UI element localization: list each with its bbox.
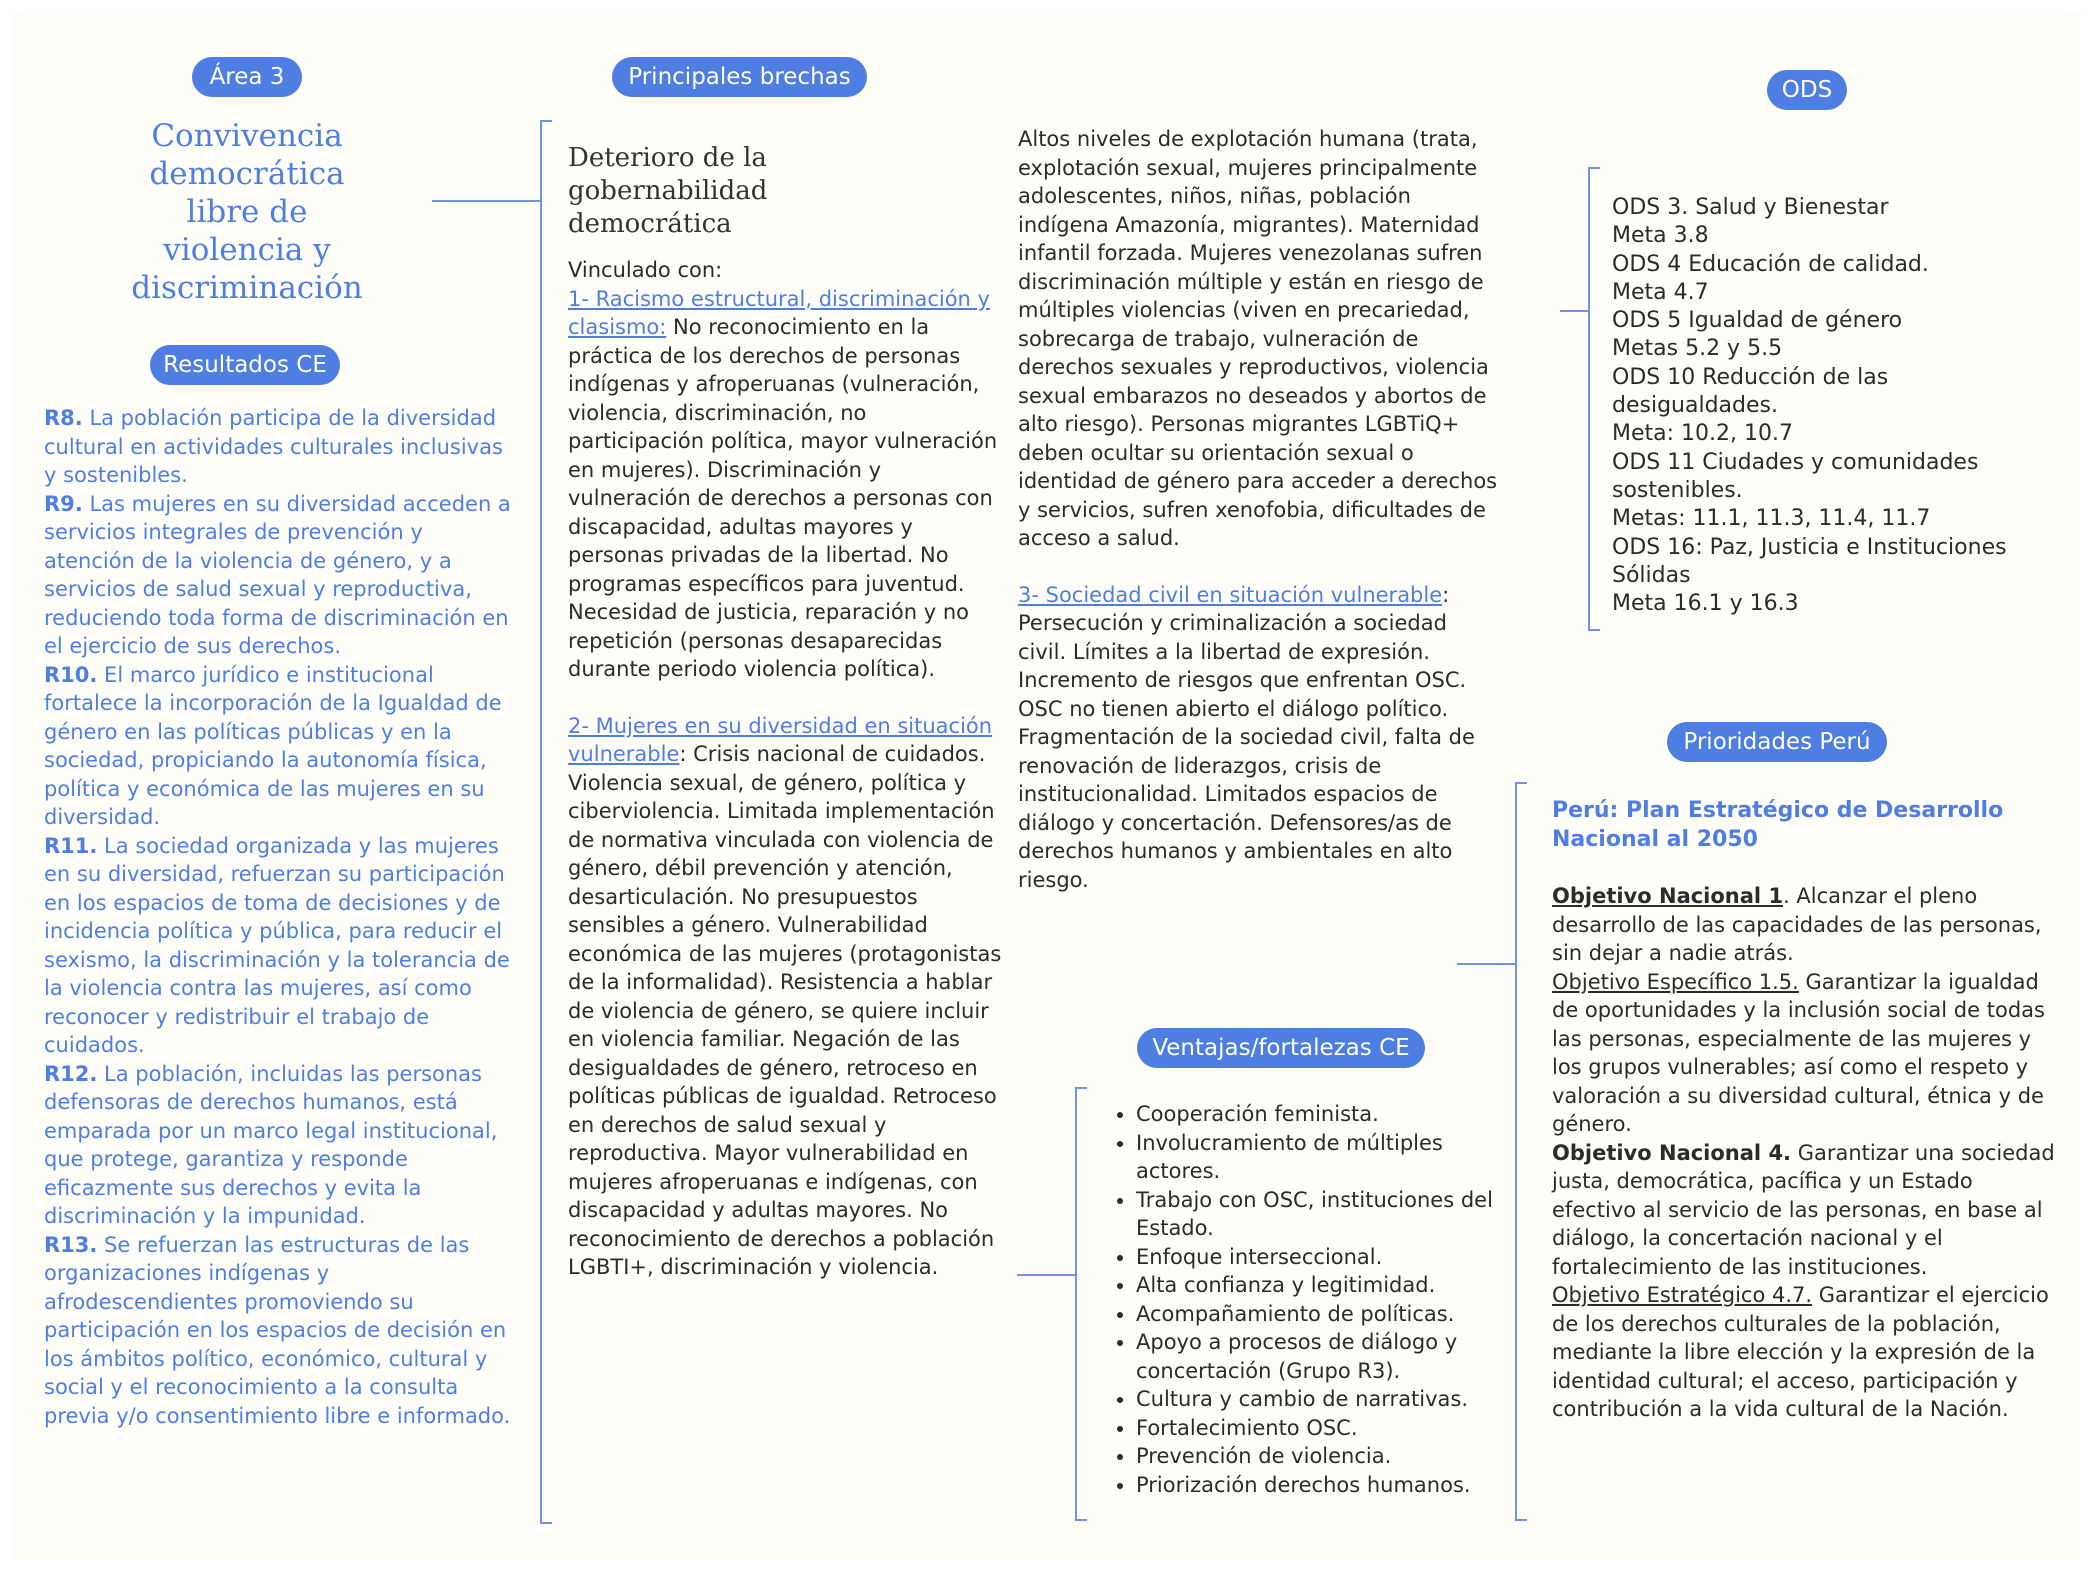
resultado-code: R11. (44, 833, 98, 858)
ods-line: Meta 4.7 (1612, 279, 1709, 305)
connector-ventajas (1017, 1274, 1077, 1276)
resultado-text: La sociedad organizada y las mujeres en su diversidad, refuerzan su participación en los espacios de toma de decisiones y de incidencia política y pública, para reducir el sexismo, la discriminación y la tolerancia de la violencia contra las mujeres, así como reconocer y redistribuir el trabajo de cuidados. (44, 833, 510, 1057)
brecha-1-link[interactable]: 1- Racismo estructural, discriminación y clasismo: (568, 286, 990, 339)
ods-line: ODS 3. Salud y Bienestar (1612, 195, 1889, 220)
resultado-text: Las mujeres en su diversidad acceden a servicios integrales de prevención y atención de la violencia de género, y a servicios de salud sexual y reproductiva, reduciendo toda forma de discriminación en el ejercicio de sus derechos. (44, 491, 511, 658)
on4-text: Garantizar una sociedad justa, democrática, pacífica y un Estado efectivo al servicio de las personas, en base al diálogo, la concertación nacional y el fortalecimiento de las instituciones. (1552, 1140, 2055, 1279)
brecha-2-link[interactable]: 2- Mujeres en su diversidad en situación vulnerable (568, 713, 993, 766)
ventaja-item: • Alta confianza y legitimidad. (1136, 1271, 1512, 1300)
resultado-text: La población participa de la diversidad cultural en actividades culturales inclusivas y sostenibles. (44, 406, 503, 487)
objetivo-nacional-1 (1552, 882, 2062, 968)
resultado-code: R10. (44, 662, 98, 687)
resultado-item (44, 1060, 519, 1231)
brechas-heading-line: gobernabilidad (568, 176, 768, 206)
area-title-line: democrática (149, 156, 345, 192)
ods-line: Metas: 11.1, 11.3, 11.4, 11.7 (1612, 506, 1931, 532)
ventaja-item: • Fortalecimiento OSC. (1136, 1414, 1512, 1443)
ods-bracket (1588, 167, 1600, 631)
area-title (92, 117, 402, 307)
area-title-line: libre de (186, 194, 308, 230)
area-title-line: violencia y (163, 232, 331, 268)
prioridades-badge: Prioridades Perú (1667, 722, 1887, 762)
ventaja-item: • Prevención de violencia. (1136, 1442, 1512, 1471)
resultados-list (44, 404, 519, 1430)
brecha-2 (568, 712, 1008, 1282)
ods-badge: ODS (1767, 70, 1847, 110)
resultado-item (44, 404, 519, 490)
ods-line: ODS 16: Paz, Justicia e Instituciones Sólidas (1612, 534, 2007, 588)
brechas-bracket (540, 120, 552, 1524)
brechas-heading-line: Deterioro de la (568, 143, 767, 173)
resultado-code: R13. (44, 1232, 98, 1257)
oe15-label: Objetivo Específico 1.5. (1552, 969, 1799, 994)
brecha-2-text: : Crisis nacional de cuidados. Violencia sexual, de género, política y ciberviolencia. Limitada implementación de normativa vinculada con violencia de género, débil prevención y atención, desarticulación. No presupuestos sensibles a género. Vulnerabilidad económica de las mujeres (protagonistas de la informalidad). Resistencia a hablar de violencia de género, se quiere incluir en violencia familiar. Negación de las desigualdades de género, retroceso en políticas públicas de igualdad. Retroceso en derechos de salud sexual y reproductiva. Mayor vulnerabilidad en mujeres afroperuanas e indígenas, con discapacidad y adultas mayores. No reconocimiento de derechos a población LGBTI+, discriminación y violencia. (568, 742, 1002, 1279)
resultado-item (44, 832, 519, 1060)
brechas-badge: Principales brechas (612, 57, 867, 97)
ventaja-item: • Acompañamiento de políticas. (1136, 1300, 1512, 1329)
ventajas-bracket (1075, 1087, 1087, 1521)
oe47-label: Objetivo Estratégico 4.7. (1552, 1283, 1813, 1307)
resultado-item (44, 490, 519, 661)
connector-prioridades (1457, 963, 1517, 965)
ods-line: Meta: 10.2, 10.7 (1612, 421, 1793, 447)
area-badge: Área 3 (192, 57, 302, 97)
resultado-text: La población, incluidas las personas defensoras de derechos humanos, está emparada por un marco legal institucional, que protege, garantiza y responde eficazmente sus derechos y evita la discriminación y la impunidad. (44, 1061, 498, 1228)
resultado-code: R9. (44, 491, 83, 516)
ods-line: Metas 5.2 y 5.5 (1612, 336, 1783, 362)
objetivo-especifico-1-5 (1552, 968, 2062, 1139)
resultado-text: El marco jurídico e institucional fortalece la incorporación de la Igualdad de género en las políticas públicas y en la sociedad, propiciando la autonomía física, política y económica de las mujeres en su diversidad. (44, 662, 502, 829)
ods-list (1612, 194, 2052, 618)
ventaja-item: • Trabajo con OSC, instituciones del Estado. (1136, 1186, 1512, 1243)
ventaja-item: • Cultura y cambio de narrativas. (1136, 1385, 1512, 1414)
ventajas-badge: Ventajas/fortalezas CE (1137, 1028, 1425, 1068)
on4-label: Objetivo Nacional 4. (1552, 1140, 1792, 1165)
brechas-heading (568, 142, 888, 241)
objetivo-estrategico-4-7 (1552, 1281, 2062, 1424)
ventaja-item: • Involucramiento de múltiples actores. (1136, 1129, 1512, 1186)
brecha-3 (1018, 581, 1498, 895)
ods-line: ODS 5 Igualdad de género (1612, 308, 1903, 334)
resultado-item (44, 661, 519, 832)
ventaja-item: • Priorización derechos humanos. (1136, 1471, 1512, 1500)
ventajas-list (1092, 1100, 1512, 1499)
on1-label: Objetivo Nacional 1 (1552, 884, 1784, 908)
ventaja-item: • Enfoque interseccional. (1136, 1243, 1512, 1272)
on1-text: . Alcanzar el pleno desarrollo de las capacidades de las personas, sin dejar a nadie atrás. (1552, 884, 2042, 965)
area-title-line: Convivencia (151, 118, 343, 154)
oe15-text: Garantizar la igualdad de oportunidades y la inclusión social de todas las personas, especialmente de las mujeres y los grupos vulnerables; así como el respeto y valoración a su diversidad cultural, étnica y de género. (1552, 969, 2045, 1136)
objetivo-nacional-4 (1552, 1139, 2062, 1282)
ventaja-item: • Apoyo a procesos de diálogo y concertación (Grupo R3). (1136, 1328, 1512, 1385)
ventaja-item: • Cooperación feminista. (1136, 1100, 1512, 1129)
brecha-3-text: : Persecución y criminalización a sociedad civil. Límites a la libertad de expresión. Incremento de riesgos que enfrentan OSC. OSC no tienen abierto el diálogo político. Fragmentación de la sociedad civil, falta de renovación de liderazgos, crisis de institucionalidad. Limitados espacios de diálogo y concertación. Defensores/as de derechos humanos y ambientales en alto riesgo. (1018, 582, 1475, 892)
oe47-text: Garantizar el ejercicio de los derechos culturales de la población, mediante la libre elección y la expresión de la identidad cultural; el acceso, participación y contribución a la vida cultural de la Nación. (1552, 1283, 2049, 1421)
mind-map-canvas (12, 12, 2079, 1560)
ods-line: Meta 16.1 y 16.3 (1612, 591, 1799, 617)
resultados-badge: Resultados CE (150, 345, 340, 385)
resultado-item (44, 1231, 519, 1431)
connector-ods (1560, 310, 1590, 312)
prioridades-heading: Perú: Plan Estratégico de Desarrollo Nacional al 2050 (1552, 798, 2004, 852)
ods-line: ODS 11 Ciudades y comunidades sostenibles. (1612, 449, 1979, 503)
area-title-line: discriminación (131, 270, 363, 306)
brechas-body (568, 256, 1008, 1282)
prioridades-body (1552, 797, 2062, 1424)
vinculado-label: Vinculado con: (568, 258, 723, 282)
resultado-code: R8. (44, 406, 83, 430)
brechas-heading-line: democrática (568, 209, 732, 239)
brechas-col3-intro: Altos niveles de explotación humana (trata, explotación sexual, mujeres principalmente adolescentes, niños, niñas, población indígena Amazonía, migrantes). Maternidad infantil forzada. Mujeres venezolanas sufren discriminación múltiple y están en riesgo de múltiples violencias (viven en precariedad, sobrecarga de trabajo, vulneración de derechos sexuales y reproductivos, violencia sexual embarazos no deseados y abortos de alto riesgo). Personas migrantes LGBTiQ+ deben ocultar su orientación sexual o identidad de género para acceder a derechos y servicios, sufren xenofobia, dificultades de acceso a salud. (1018, 127, 1498, 550)
resultado-text: Se refuerzan las estructuras de las organizaciones indígenas y afrodescendientes promoviendo su participación en los espacios de decisión en los ámbitos político, económico, cultural y social y el reconocimiento a la consulta previa y/o consentimiento libre e informado. (44, 1232, 511, 1428)
ods-line: ODS 4 Educación de calidad. (1612, 251, 1929, 277)
brecha-1 (568, 285, 1008, 684)
ods-line: Meta 3.8 (1612, 223, 1709, 249)
brecha-1-text: No reconocimiento en la práctica de los derechos de personas indígenas y afroperuanas (vulneración, violencia, discriminación, no participación política, mayor vulneración en mujeres). Discriminación y vulneración de derechos a personas con discapacidad, adultas mayores y personas privadas de la libertad. No programas específicos para juventud. Necesidad de justicia, reparación y no repetición (personas desaparecidas durante periodo violencia política). (568, 315, 998, 681)
prioridades-bracket (1515, 782, 1527, 1521)
resultado-code: R12. (44, 1061, 98, 1086)
connector-area-brechas (432, 200, 542, 202)
ods-line: ODS 10 Reducción de las desigualdades. (1612, 364, 1889, 419)
brecha-3-link[interactable]: 3- Sociedad civil en situación vulnerable (1018, 582, 1443, 607)
brechas-col-3 (1018, 125, 1498, 894)
